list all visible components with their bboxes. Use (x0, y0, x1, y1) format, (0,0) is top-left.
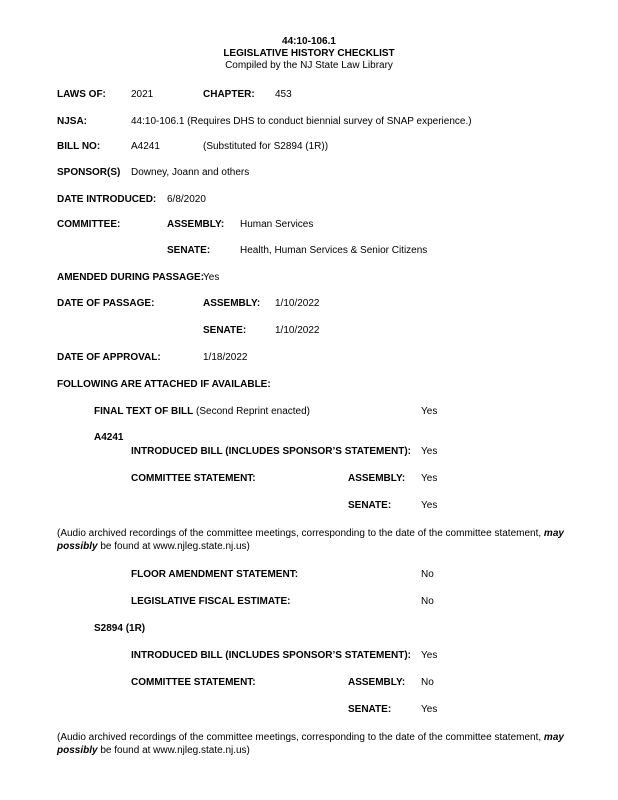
chapter-value: 453 (275, 89, 292, 100)
attached-heading: FOLLOWING ARE ATTACHED IF AVAILABLE: (57, 379, 271, 390)
final-text-value: Yes (421, 406, 438, 417)
committee-assembly-label: ASSEMBLY: (167, 219, 225, 230)
laws-of-label: LAWS OF: (57, 89, 106, 100)
committee-label: COMMITTEE: (57, 219, 121, 230)
laws-of-value: 2021 (131, 89, 154, 100)
passage-assembly-label: ASSEMBLY: (203, 298, 261, 309)
s2894-introduced-label: INTRODUCED BILL (INCLUDES SPONSOR’S STATEMENT): (131, 650, 411, 661)
amended-label: AMENDED DURING PASSAGE: (57, 272, 205, 283)
final-text-row (94, 406, 310, 418)
document-code: 44:10-106.1 (282, 36, 336, 47)
bill-no-note: (Substituted for S2894 (1R)) (203, 141, 329, 152)
s2894-committee-label: COMMITTEE STATEMENT: (131, 677, 256, 688)
a4241-introduced-label: INTRODUCED BILL (INCLUDES SPONSOR’S STATEMENT): (131, 446, 411, 457)
a4241-fiscal-value: No (421, 596, 434, 607)
a4241-floor-value: No (421, 569, 434, 580)
committee-senate-label: SENATE: (167, 245, 211, 256)
a4241-senate-value: Yes (421, 500, 438, 511)
audio-note-2: (Audio archived recordings of the committee meetings, corresponding to the date of the committee statement, may possibly be found at www.njleg.state.nj.us) (57, 732, 564, 756)
sponsors-value: Downey, Joann and others (131, 167, 250, 178)
final-text-label: FINAL TEXT OF BILL (94, 406, 194, 417)
njsa-label: NJSA: (57, 116, 88, 127)
final-text-note: (Second Reprint enacted) (196, 406, 311, 417)
a4241-introduced-value: Yes (421, 446, 438, 457)
a4241-assembly-label: ASSEMBLY: (348, 473, 406, 484)
document-title: LEGISLATIVE HISTORY CHECKLIST (223, 48, 395, 59)
date-introduced-label: DATE INTRODUCED: (57, 194, 157, 205)
s2894-heading: S2894 (1R) (94, 623, 146, 634)
committee-assembly-value: Human Services (240, 219, 314, 230)
s2894-senate-value: Yes (421, 704, 438, 715)
committee-senate-value: Health, Human Services & Senior Citizens (240, 245, 428, 256)
passage-senate-label: SENATE: (203, 325, 247, 336)
chapter-label: CHAPTER: (203, 89, 255, 100)
passage-senate-value: 1/10/2022 (275, 325, 320, 336)
a4241-assembly-value: Yes (421, 473, 438, 484)
s2894-senate-label: SENATE: (348, 704, 392, 715)
a4241-committee-label: COMMITTEE STATEMENT: (131, 473, 256, 484)
a4241-floor-label: FLOOR AMENDMENT STATEMENT: (131, 569, 299, 580)
approval-value: 1/18/2022 (203, 352, 248, 363)
a4241-senate-label: SENATE: (348, 500, 392, 511)
date-introduced-value: 6/8/2020 (167, 194, 206, 205)
s2894-assembly-value: No (421, 677, 434, 688)
compiled-by: Compiled by the NJ State Law Library (225, 60, 393, 71)
s2894-introduced-value: Yes (421, 650, 438, 661)
bill-no-value: A4241 (131, 141, 160, 152)
approval-label: DATE OF APPROVAL: (57, 352, 161, 363)
audio-note-1: (Audio archived recordings of the committee meetings, corresponding to the date of the committee statement, may possibly be found at www.njleg.state.nj.us) (57, 528, 564, 552)
bill-no-label: BILL NO: (57, 141, 101, 152)
passage-label: DATE OF PASSAGE: (57, 298, 155, 309)
njsa-value: 44:10-106.1 (Requires DHS to conduct biennial survey of SNAP experience.) (131, 116, 472, 127)
s2894-assembly-label: ASSEMBLY: (348, 677, 406, 688)
a4241-heading: A4241 (94, 432, 124, 443)
sponsors-label: SPONSOR(S) (57, 167, 121, 178)
passage-assembly-value: 1/10/2022 (275, 298, 320, 309)
a4241-fiscal-label: LEGISLATIVE FISCAL ESTIMATE: (131, 596, 291, 607)
amended-value: Yes (203, 272, 220, 283)
